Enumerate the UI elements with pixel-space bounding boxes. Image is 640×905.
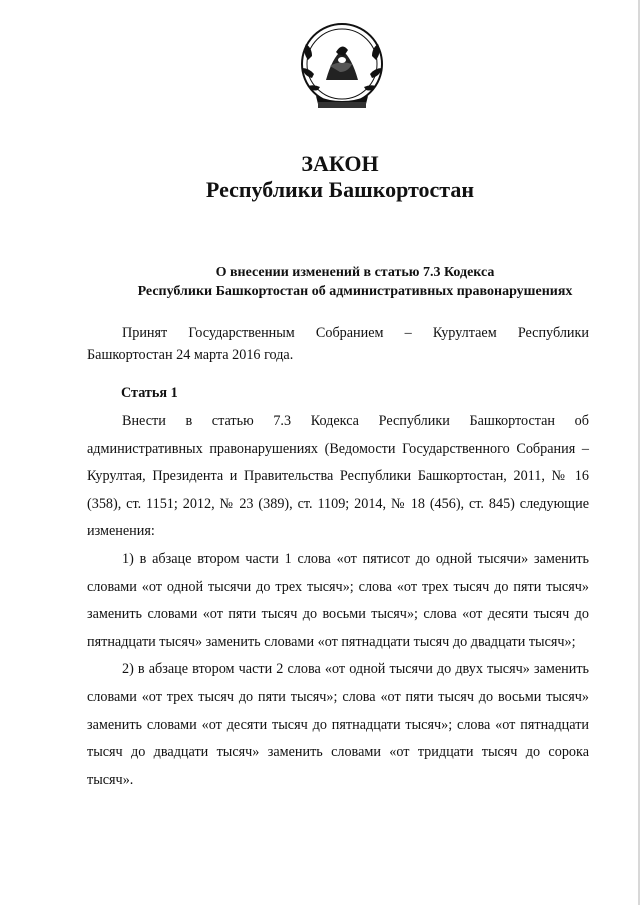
article-heading: Статья 1 (121, 385, 178, 401)
article-body (87, 408, 589, 794)
adoption-note: Принят Государственным Собранием – Курултаем Республики Башкортостан 24 марта 2016 года. (87, 325, 589, 363)
coat-of-arms-bashkortostan-icon (296, 20, 388, 116)
article-item-1: 1) в абзаце втором части 1 слова «от пятисот до одной тысячи» заменить словами «от одной тысячи до трех тысяч»; слова «от трех тысяч до пяти тысяч» заменить словами «от пяти тысяч до восьми тысяч»; слова «от десяти тысяч до пятнадцати тысяч» заменить словами «от пятнадцати тысяч до двадцати тысяч»; (87, 550, 589, 650)
document-issuer: Республики Башкортостан (205, 177, 475, 202)
subject-line-2: Республики Башкортостан об административных правонарушениях (137, 284, 573, 299)
article-intro: Внести в статью 7.3 Кодекса Республики Башкортостан об административных правонарушениях (Ведомости Государственного Собрания – Курултая, Президента и Правительства Республики Башкортостан, 2011, № 16 (358), ст. 1151; 2012, № 23 (389), ст. 1109; 2014, № 18 (456), ст. 845) следующие изменения: (87, 413, 589, 540)
subject-line-1: О внесении изменений в статью 7.3 Кодекса (215, 265, 495, 280)
document-type: ЗАКОН (301, 151, 379, 176)
document-subject (60, 263, 640, 301)
article-item-2: 2) в абзаце втором части 2 слова «от одной тысячи до двух тысяч» заменить словами «от трех тысяч до пяти тысяч»; слова «от пяти тысяч до восьми тысяч» заменить словами «от десяти тысяч до пятнадцати тысяч»; слова «от пятнадцати тысяч до двадцати тысяч» заменить словами «от тридцати тысяч до сорока тысяч». (87, 661, 589, 788)
